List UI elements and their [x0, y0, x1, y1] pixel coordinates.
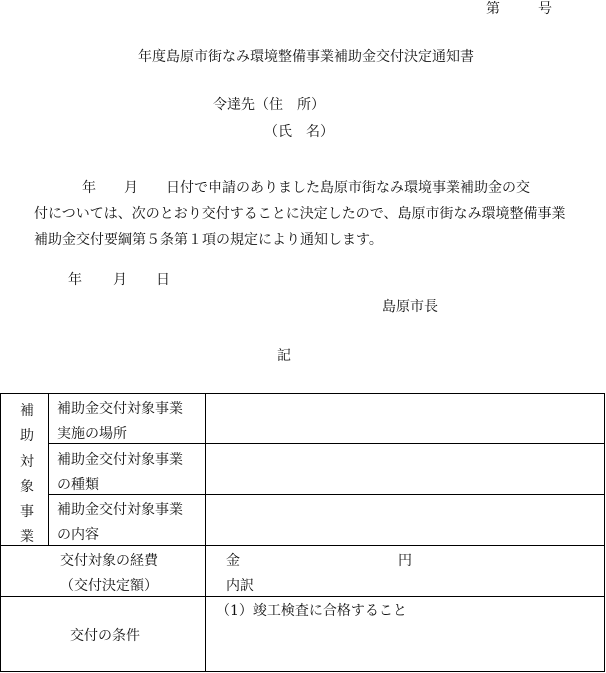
- table-row-divider-3: [0, 545, 605, 546]
- expense-label-line1: 交付対象の経費: [60, 553, 158, 569]
- row-type-label-line2: の種類: [57, 477, 99, 493]
- row-location-label-line2: 実施の場所: [57, 426, 127, 442]
- date-year: 年: [68, 272, 82, 288]
- conditions-label: 交付の条件: [70, 628, 140, 644]
- notice-body-line-1: 年 月 日付で申請のありました島原市街なみ環境事業補助金の交: [82, 180, 530, 196]
- recipient-address-label: 令達先（住 所）: [213, 97, 325, 113]
- row-type-label-line1: 補助金交付対象事業: [57, 452, 183, 468]
- date-day: 日: [156, 272, 170, 288]
- notice-body-line-3: 補助金交付要綱第５条第１項の規定により通知します。: [34, 232, 383, 248]
- document-title: 年度島原市街なみ環境整備事業補助金交付決定通知書: [138, 49, 474, 65]
- recipient-name-label: （氏 名）: [264, 124, 334, 140]
- notice-body: [34, 175, 570, 253]
- table-border-top: [0, 393, 605, 394]
- date-month: 月: [113, 272, 127, 288]
- table-row-divider-2: [48, 494, 605, 495]
- notice-body-line-2: 付については、次のとおり交付することに決定したので、島原市街なみ環境整備事業: [34, 206, 566, 222]
- expense-amount-unit: 円: [398, 553, 412, 569]
- document-number-suffix: 号: [538, 1, 552, 17]
- table-side-col-divider: [48, 393, 49, 545]
- side-label-char-3: 対: [20, 454, 34, 470]
- document-number-prefix: 第: [486, 1, 500, 17]
- table-border-bottom: [0, 671, 605, 672]
- row-content-label-line2: の内容: [57, 527, 99, 543]
- expense-amount-prefix: 金: [226, 553, 240, 569]
- row-location-label-line1: 補助金交付対象事業: [57, 401, 183, 417]
- expense-breakdown-label: 内訳: [226, 578, 254, 594]
- ki-marker: 記: [277, 348, 291, 364]
- table-label-col-divider: [205, 393, 206, 672]
- conditions-item-1: （1）竣工検査に合格すること: [216, 603, 407, 619]
- expense-label-line2: （交付決定額）: [60, 578, 158, 594]
- table-border-left: [0, 393, 1, 672]
- signer-mayor: 島原市長: [382, 299, 438, 315]
- side-label-char-1: 補: [20, 403, 34, 419]
- side-label-char-4: 象: [20, 479, 34, 495]
- side-label-char-2: 助: [20, 428, 34, 444]
- table-row-divider-4: [0, 596, 605, 597]
- grant-details-table: [0, 393, 605, 672]
- side-label-char-6: 業: [20, 529, 34, 545]
- row-content-label-line1: 補助金交付対象事業: [57, 502, 183, 518]
- table-border-right: [604, 393, 605, 672]
- side-label-char-5: 事: [20, 504, 34, 520]
- table-row-divider-1: [48, 443, 605, 444]
